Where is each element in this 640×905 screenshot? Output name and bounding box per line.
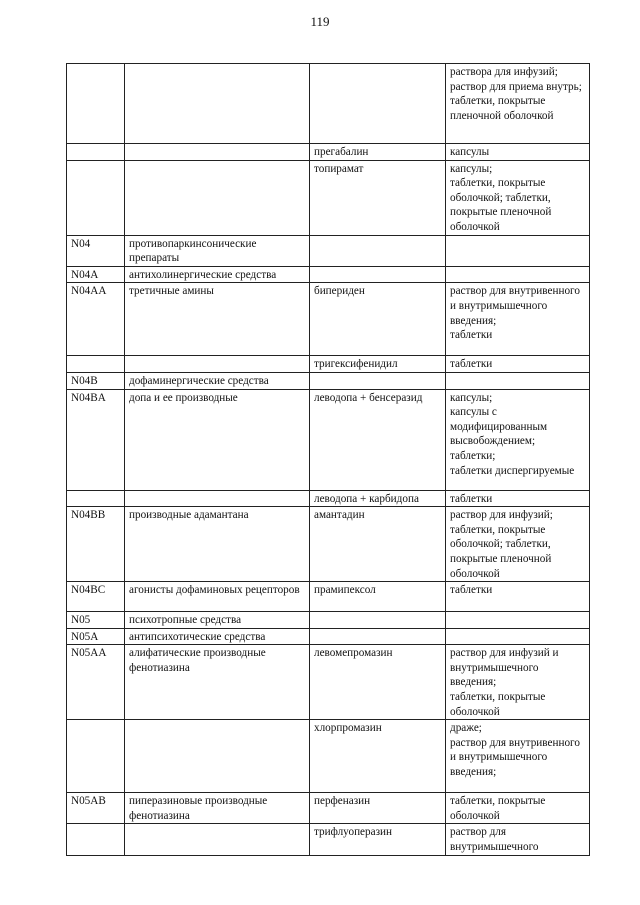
table-row [67, 389, 590, 490]
dosage-form-cell-text: раствор для внутривенного и внутримышечного введения; таблетки [450, 285, 580, 342]
group-name-cell [125, 160, 310, 235]
dosage-form-cell-text: таблетки [450, 358, 493, 371]
group-name-cell [125, 389, 310, 490]
atc-code-cell [67, 144, 125, 161]
drug-name-cell [310, 582, 446, 612]
table-row [67, 490, 590, 507]
dosage-form-cell [446, 720, 590, 793]
drug-name-cell [310, 144, 446, 161]
group-name-cell [125, 582, 310, 612]
group-name-cell [125, 824, 310, 855]
group-name-cell-text: противопаркинсонические препараты [129, 237, 257, 265]
dosage-form-cell [446, 612, 590, 629]
table-row [67, 160, 590, 235]
dosage-form-cell [446, 389, 590, 490]
dosage-form-cell [446, 372, 590, 389]
drug-name-cell-text: тригексифенидил [314, 358, 398, 371]
dosage-form-cell [446, 628, 590, 645]
group-name-cell-text: допа и ее производные [129, 391, 238, 404]
dosage-form-cell [446, 490, 590, 507]
drug-name-cell-text: амантадин [314, 509, 365, 522]
group-name-cell [125, 266, 310, 283]
drug-name-cell [310, 490, 446, 507]
drug-name-cell [310, 645, 446, 720]
drug-name-cell-text: топирамат [314, 162, 364, 175]
group-name-cell [125, 612, 310, 629]
drug-name-cell [310, 266, 446, 283]
atc-code-cell-text: N04A [71, 268, 99, 281]
group-name-cell [125, 645, 310, 720]
group-name-cell [125, 283, 310, 356]
drug-name-cell [310, 235, 446, 266]
drug-name-cell [310, 389, 446, 490]
table-row [67, 235, 590, 266]
table-row [67, 645, 590, 720]
dosage-form-cell [446, 645, 590, 720]
group-name-cell [125, 720, 310, 793]
group-name-cell [125, 628, 310, 645]
drug-name-cell [310, 507, 446, 582]
table-row [67, 372, 590, 389]
dosage-form-cell [446, 356, 590, 373]
table-row [67, 144, 590, 161]
dosage-form-cell [446, 793, 590, 824]
table-row [67, 582, 590, 612]
dosage-form-cell-text: драже; раствор для внутривенного и внутримышечного введения; [450, 722, 580, 779]
drug-name-cell [310, 372, 446, 389]
drug-name-cell-text: прегабалин [314, 146, 369, 158]
group-name-cell [125, 372, 310, 389]
drug-name-cell [310, 356, 446, 373]
dosage-form-cell-text: капсулы; капсулы с модифицированным высвобождением; таблетки; таблетки диспергируемые [450, 391, 575, 477]
atc-code-cell [67, 612, 125, 629]
table-row [67, 793, 590, 824]
atc-code-cell [67, 235, 125, 266]
dosage-form-cell [446, 582, 590, 612]
atc-code-cell [67, 266, 125, 283]
dosage-form-cell [446, 64, 590, 144]
group-name-cell-text: алифатические производные фенотиазина [129, 647, 266, 674]
group-name-cell [125, 64, 310, 144]
table-row [67, 283, 590, 356]
dosage-form-cell-text: раствора для инфузий; раствор для приема внутрь; таблетки, покрытые пленочной оболочкой [450, 66, 582, 122]
group-name-cell [125, 144, 310, 161]
atc-code-cell [67, 160, 125, 235]
dosage-form-cell-text: капсулы; таблетки, покрытые оболочкой; таблетки, покрытые пленочной оболочкой [450, 162, 552, 233]
atc-code-cell-text: N04BB [71, 509, 106, 522]
drug-name-cell [310, 720, 446, 793]
atc-code-cell [67, 64, 125, 144]
group-name-cell-text: производные адамантана [129, 509, 249, 522]
dosage-form-cell-text: таблетки [450, 584, 493, 597]
atc-code-cell [67, 372, 125, 389]
table-row [67, 356, 590, 373]
group-name-cell [125, 793, 310, 824]
drug-name-cell-text: перфеназин [314, 795, 371, 808]
dosage-form-cell-text: раствор для инфузий; таблетки, покрытые оболочкой; таблетки, покрытые пленочной оболочкой [450, 509, 553, 580]
page-number: 119 [310, 14, 330, 29]
drug-name-cell-text: леводопа + карбидопа [314, 492, 419, 505]
dosage-form-cell-text: капсулы [450, 146, 490, 158]
atc-code-cell-text: N04AA [71, 285, 107, 298]
atc-code-cell [67, 283, 125, 356]
atc-code-cell-text: N05A [71, 630, 99, 643]
dosage-form-cell [446, 160, 590, 235]
drug-name-cell-text: хлорпромазин [314, 722, 382, 735]
group-name-cell [125, 507, 310, 582]
atc-code-cell-text: N04BA [71, 391, 106, 404]
drug-name-cell [310, 824, 446, 855]
dosage-form-cell [446, 824, 590, 855]
group-name-cell-text: антихолинергические средства [129, 268, 277, 281]
dosage-form-cell [446, 235, 590, 266]
atc-code-cell [67, 628, 125, 645]
group-name-cell-text: агонисты дофаминовых рецепторов [129, 584, 300, 597]
table-row [67, 720, 590, 793]
table-row [67, 824, 590, 855]
group-name-cell [125, 356, 310, 373]
atc-code-cell [67, 507, 125, 582]
drug-name-cell [310, 612, 446, 629]
group-name-cell-text: пиперазиновые производные фенотиазина [129, 795, 268, 822]
dosage-form-cell [446, 144, 590, 161]
atc-code-cell-text: N05 [71, 614, 91, 627]
dosage-form-cell [446, 507, 590, 582]
atc-code-cell-text: N04BC [71, 584, 106, 597]
atc-code-cell [67, 490, 125, 507]
drug-name-cell-text: бипериден [314, 285, 365, 298]
atc-code-cell [67, 793, 125, 824]
drug-name-cell-text: прамипексол [314, 584, 376, 597]
drug-name-cell [310, 793, 446, 824]
drug-name-cell [310, 64, 446, 144]
table-row [67, 628, 590, 645]
dosage-form-cell-text: раствор для инфузий и внутримышечного введения; таблетки, покрытые оболочкой [450, 647, 559, 718]
table-row [67, 64, 590, 144]
group-name-cell [125, 490, 310, 507]
group-name-cell [125, 235, 310, 266]
drug-name-cell [310, 628, 446, 645]
drug-name-cell-text: левомепромазин [314, 647, 393, 660]
atc-code-cell [67, 645, 125, 720]
drug-name-cell-text: леводопа + бенсеразид [314, 391, 423, 404]
atc-code-cell-text: N05AA [71, 647, 107, 660]
table-row [67, 266, 590, 283]
atc-code-cell-text: N04 [71, 237, 91, 250]
dosage-form-cell-text: раствор для внутримышечного [450, 826, 539, 854]
drug-name-cell [310, 283, 446, 356]
drug-name-cell-text: трифлуоперазин [314, 826, 392, 839]
group-name-cell-text: психотропные средства [129, 614, 242, 627]
drug-name-cell [310, 160, 446, 235]
group-name-cell-text: дофаминергические средства [129, 374, 269, 387]
group-name-cell-text: третичные амины [129, 285, 214, 298]
dosage-form-cell-text: таблетки, покрытые оболочкой [450, 795, 546, 822]
drug-table [66, 63, 590, 856]
atc-code-cell [67, 582, 125, 612]
atc-code-cell-text: N04B [71, 374, 98, 387]
atc-code-cell-text: N05AB [71, 795, 106, 808]
dosage-form-cell [446, 283, 590, 356]
table-body [67, 64, 590, 856]
atc-code-cell [67, 720, 125, 793]
group-name-cell-text: антипсихотические средства [129, 630, 266, 643]
dosage-form-cell-text: таблетки [450, 492, 493, 505]
atc-code-cell [67, 356, 125, 373]
atc-code-cell [67, 389, 125, 490]
table-row [67, 612, 590, 629]
atc-code-cell [67, 824, 125, 855]
table-row [67, 507, 590, 582]
dosage-form-cell [446, 266, 590, 283]
